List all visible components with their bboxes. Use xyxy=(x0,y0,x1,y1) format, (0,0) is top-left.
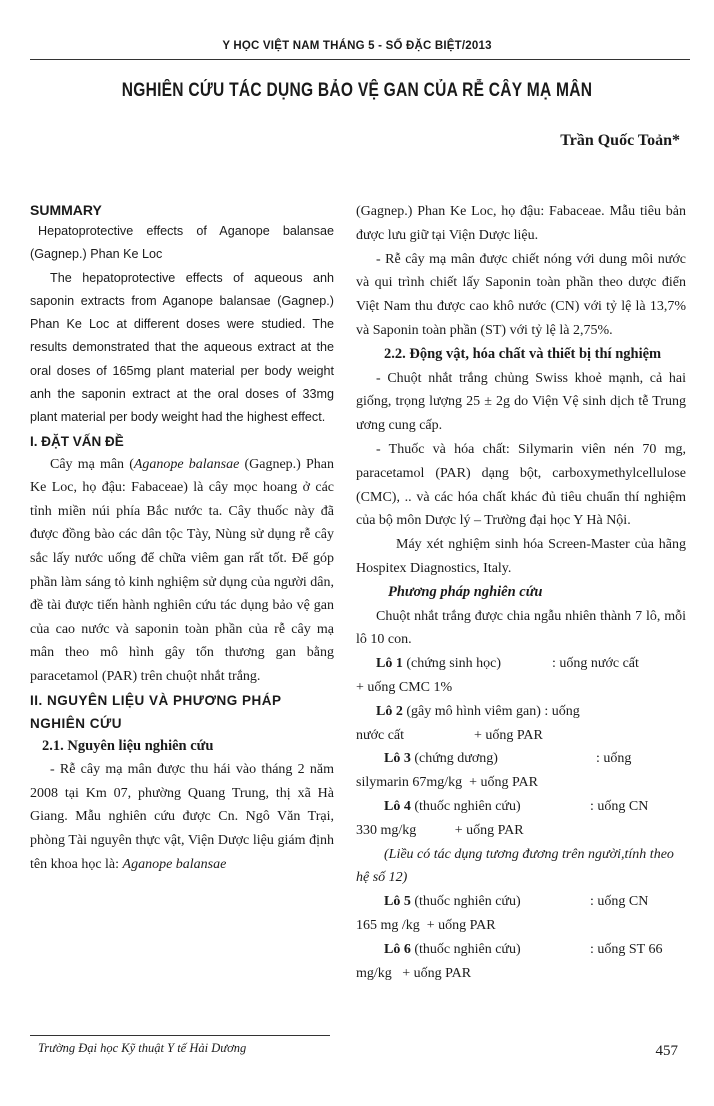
summary-heading: SUMMARY xyxy=(30,202,102,218)
summary-title: Hepatoprotective effects of Aganope balansae (Gagnep.) Phan Ke Loc xyxy=(30,224,334,262)
subsection-2-2-heading: 2.2. Động vật, hóa chất và thiết bị thí nghiệm xyxy=(384,345,662,362)
lot-item: Lô 6 (thuốc nghiên cứu) : uống ST 66 xyxy=(384,941,663,957)
lot-item-cont: 165 mg /kg + uống PAR xyxy=(356,917,496,933)
left-column xyxy=(30,200,334,876)
footnote-affiliation: Trường Đại học Kỹ thuật Y tế Hải Dương xyxy=(38,1041,247,1055)
method-intro: Chuột nhắt trắng được chia ngẫu nhiên thành 7 lô, mỗi lô 10 con. xyxy=(356,608,686,648)
lot-item: Lô 1 (chứng sinh học) : uống nước cất xyxy=(376,656,639,672)
subsection-2-1-heading: 2.1. Nguyên liệu nghiên cứu xyxy=(42,737,214,754)
material-paragraph: - Rễ cây mạ mân được thu hái vào tháng 2 năm 2008 tại Km 07, phường Quang Trung, thị xã Hà Giang. Mẫu nghiên cứu được Cn. Ngô Văn Trại, phòng Tài nguyên thực vật, Viện Dược liệu giám định tên khoa học là: Aganope balansae xyxy=(30,762,334,872)
summary-text: The hepatoprotective effects of aqueous anh saponin extracts from Aganope balansae (Gagnep.) Phan Ke Loc at different doses were studied. The results demonstrated that the aqueous extract at the oral doses of 165mg plant material per body weight anh the saponin extract at the oral doses of 33mg plant material per body weight had the highest effect. xyxy=(30,270,334,425)
section1-heading: I. ĐẶT VẤN ĐỀ xyxy=(30,433,124,449)
lot-item: Lô 5 (thuốc nghiên cứu) : uống CN xyxy=(384,894,649,910)
article-title: NGHIÊN CỨU TÁC DỤNG BẢO VỆ GAN CỦA RỄ CÂY MẠ MÂN xyxy=(121,80,593,101)
lot-item-cont: 330 mg/kg + uống PAR xyxy=(356,822,524,838)
lot-item-cont: nước cất + uống PAR xyxy=(356,727,543,743)
running-head: Y HỌC VIỆT NAM THÁNG 5 - SỐ ĐẶC BIỆT/2013 xyxy=(222,40,492,52)
lot-item-cont: silymarin 67mg/kg + uống PAR xyxy=(356,775,539,791)
material-paragraph-continued: (Gagnep.) Phan Ke Loc, họ đậu: Fabaceae. Mẫu tiêu bản được lưu giữ tại Viện Dược liệu. xyxy=(356,204,686,243)
section1-paragraph: Cây mạ mân (Aganope balansae (Gagnep.) Phan Ke Loc, họ đậu: Fabaceae) là cây mọc hoang ở các tỉnh miền núi phía Bắc nước ta. Cây thuốc này đã được đồng bào các dân tộc Tày, Nùng sử dụng rễ cây sắc lấy nước uống để chữa viêm gan rất tốt. Để góp phần làm sáng tỏ kinh nghiệm sử dụng của người dân, đề tài được tiến hành nghiên cứu tác dụng bảo vệ gan của cao nước và saponin toàn phần của rễ cây mạ mân theo mô hình gây tổn thương gan bằng paracetamol (PAR) trên chuột nhắt trắng. xyxy=(30,456,334,685)
chemicals-paragraph: - Thuốc và hóa chất: Silymarin viên nén 70 mg, paracetamol (PAR) dạng bột, carboxymethylcellulose (CMC), .. và các hóa chất khác đủ tiêu chuẩn thí nghiệm của bộ môn Dược lý – Trường đại học Y Hà Nội. xyxy=(356,441,686,529)
lot-item-cont: mg/kg + uống PAR xyxy=(356,965,472,981)
equipment-paragraph: Máy xét nghiệm sinh hóa Screen-Master của hãng Hospitex Diagnostics, Italy. xyxy=(356,537,686,576)
section2-heading: II. NGUYÊN LIỆU VÀ PHƯƠNG PHÁP NGHIÊN CỨU xyxy=(30,692,282,731)
lot-item: Lô 2 (gây mô hình viêm gan) : uống xyxy=(376,703,580,719)
extraction-paragraph: - Rễ cây mạ mân được chiết nóng với dung môi nước và qui trình chiết lấy Saponin toàn phần theo dược điển Việt Nam thu được cao khô nước (CN) với tỷ lệ là 13,7% và Saponin toàn phần (ST) với tỷ lệ là 2,75%. xyxy=(356,251,686,338)
lot-item-cont: + uống CMC 1% xyxy=(356,679,453,695)
method-heading: Phương pháp nghiên cứu xyxy=(388,583,543,600)
animals-paragraph: - Chuột nhắt trắng chủng Swiss khoẻ mạnh, cả hai giống, trọng lượng 25 ± 2g do Viện Vệ sinh dịch tễ Trung ương cung cấp. xyxy=(356,370,686,434)
page-number: 457 xyxy=(655,1043,678,1059)
lot-item: Lô 3 (chứng dương) : uống xyxy=(384,751,632,767)
header-rule xyxy=(30,59,690,60)
author: Trần Quốc Toản* xyxy=(560,132,680,149)
right-column xyxy=(356,200,686,985)
footnote-rule xyxy=(30,1035,330,1036)
dose-note: (Liều có tác dụng tương đương trên người,tính theo hệ số 12) xyxy=(356,846,674,886)
lot-item: Lô 4 (thuốc nghiên cứu) : uống CN xyxy=(384,798,649,814)
